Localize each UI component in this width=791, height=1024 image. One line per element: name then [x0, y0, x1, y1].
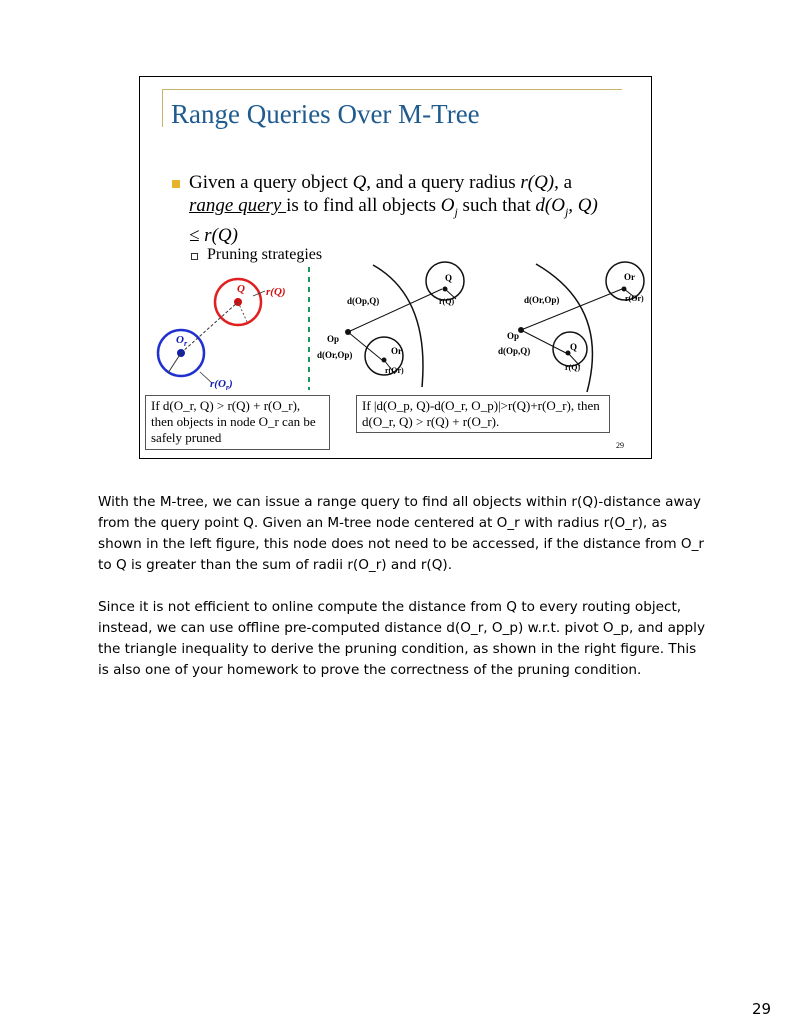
sub-bullet-text: Pruning strategies: [207, 246, 323, 263]
label-rq-mid: r(Q): [439, 297, 455, 306]
label-d-op-q-right: d(Op,Q): [498, 346, 531, 356]
slide-title: Range Queries Over M-Tree: [171, 99, 480, 129]
label-rq: r(Q): [266, 286, 286, 298]
label-d-or-op: d(Or,Op): [317, 350, 353, 360]
label-q-right: Q: [570, 342, 578, 352]
label-ror-right: r(Or): [625, 294, 644, 303]
label-d-op-q: d(Op,Q): [347, 296, 380, 306]
label-op-mid: Op: [327, 334, 340, 344]
label-or-mid: Or: [391, 346, 402, 356]
label-rq-right: r(Q): [565, 363, 581, 372]
distance-line: [181, 302, 238, 353]
label-q: Q: [237, 283, 245, 295]
caption-left: If d(O_r, Q) > r(Q) + r(O_r), then objects in node O_r can be safely pruned: [145, 395, 330, 450]
label-ror: $r(O_r)$: [210, 378, 233, 392]
slide-number: 29: [616, 441, 624, 450]
page-number: 29: [752, 1000, 772, 1018]
label-or: $O_r$: [176, 334, 188, 348]
notes-paragraph-1: With the M-tree, we can issue a range query to find all objects within r(Q)-distance away from the query point Q. Given an M-tree node centered at O_r with radius r(O_r), as shown in the left figure, this node does not need to be accessed, if the distance from O_r to Q is greater than the sum of radii r(O_r) and r(Q).: [98, 494, 705, 573]
slide-image: [139, 76, 652, 459]
label-ror-mid: r(Or): [385, 366, 404, 375]
label-op-right: Op: [507, 331, 520, 341]
label-or-right: Or: [624, 272, 635, 282]
notes-paragraph-2: Since it is not efficient to online compute the distance from Q to every routing object, instead, we can use offline pre-computed distance d(O_r, O_p) w.r.t. pivot O_p, and apply the triangle inequality to derive the pruning condition, as shown in the right figure. This is also one of your homework to prove the correctness of the pruning condition.: [98, 599, 705, 678]
label-q-mid: Q: [445, 273, 453, 283]
notes-text: [98, 492, 708, 702]
bullet-text: Given a query object Q, and a query radius r(Q), a range query is to find all objects $O_j$ such that $d(O_j$, Q) ≤ r(Q): [189, 172, 598, 246]
caption-right: If |d(O_p, Q)-d(O_r, O_p)|>r(Q)+r(O_r), then d(O_r, Q) > r(Q) + r(O_r).: [356, 395, 610, 433]
range-query-term: range query: [189, 195, 287, 216]
pivot-arc-right: [536, 264, 592, 392]
label-d-or-op-right: d(Or,Op): [524, 295, 560, 305]
